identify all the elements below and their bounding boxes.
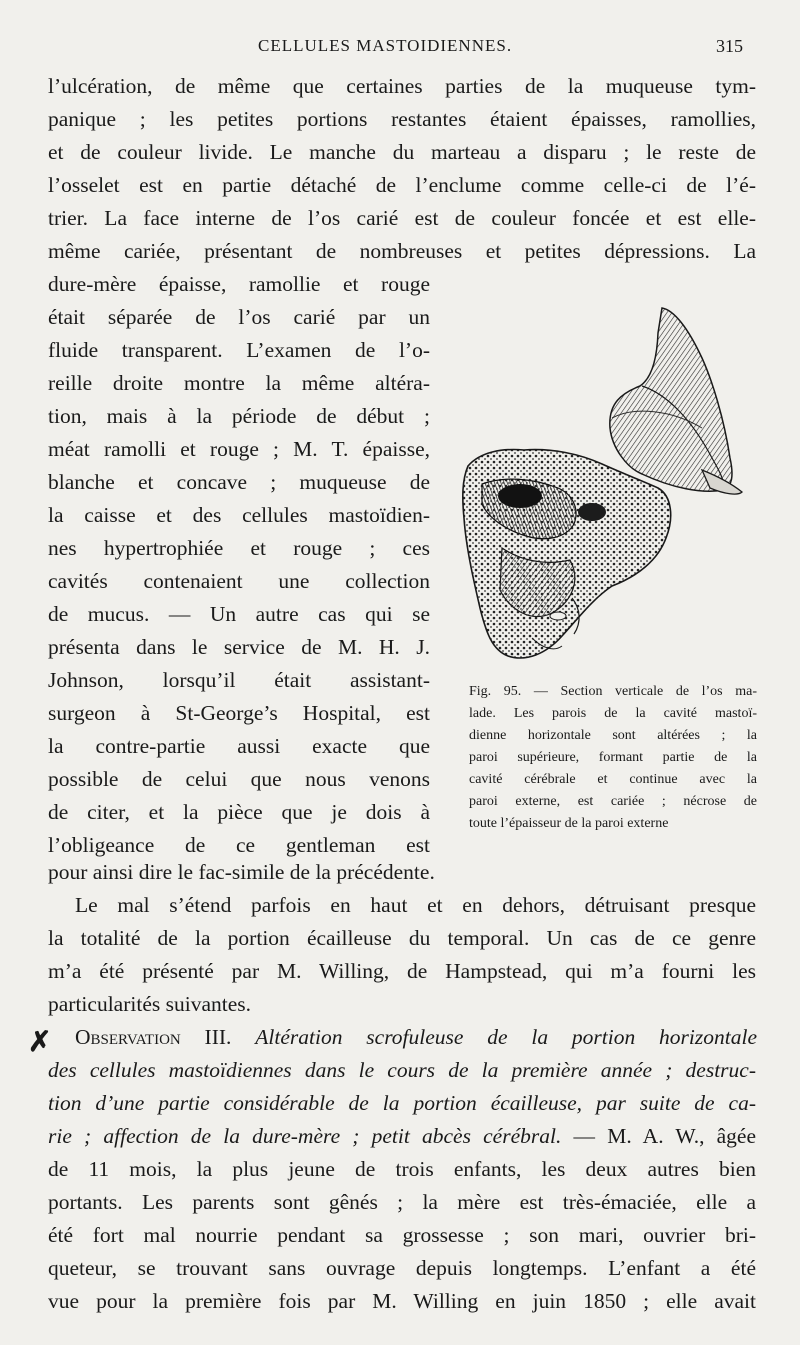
text-line: nes hypertrophiée et rouge ; ces	[48, 536, 430, 560]
text-line: la caisse et des cellules mastoïdien-	[48, 503, 430, 527]
text-line: de citer, et la pièce que je dois à	[48, 800, 430, 824]
figure-caption-line: cavité cérébrale et continue avec la	[469, 772, 757, 787]
observation-title-line: rie ; affection de la dure-mère ; petit abcès cérébral.	[48, 1124, 562, 1148]
text-line: blanche et concave ; muqueuse de	[48, 470, 430, 494]
temporal-bone-figure	[462, 298, 744, 668]
text-line: l’obligeance de ce gentleman est	[48, 833, 430, 857]
text-line: portants. Les parents sont gênés ; la mère est très-émaciée, elle a	[48, 1190, 756, 1214]
text-line: de 11 mois, la plus jeune de trois enfants, les deux autres bien	[48, 1157, 756, 1181]
observation-title-end	[48, 1120, 756, 1152]
observation-title: Altération scrofuleuse de la portion horizontale	[255, 1025, 758, 1049]
text-line: Johnson, lorsqu’il était assistant-	[48, 668, 430, 692]
text-line: possible de celui que nous venons	[48, 767, 430, 791]
figure-caption-line: toute l’épaisseur de la paroi externe	[469, 816, 669, 831]
figure-caption-line: dienne horizontale sont altérées ; la	[469, 728, 757, 743]
figure-caption-line: paroi supérieure, formant partie de la	[469, 750, 757, 765]
text-line: et de couleur livide. Le manche du marteau a disparu ; le reste de	[48, 140, 756, 164]
text-line: particularités suivantes.	[48, 992, 251, 1016]
page-header	[0, 36, 800, 60]
observation-heading	[75, 1021, 757, 1053]
text-line: été fort mal nourrie pendant sa grossesse ; son mari, ouvrier bri-	[48, 1223, 756, 1247]
text-line: Le mal s’étend parfois en haut et en dehors, détruisant presque	[75, 893, 756, 917]
observation-title-line: tion d’une partie considérable de la portion écailleuse, par suite de ca-	[48, 1091, 756, 1115]
figure-caption-line: Fig. 95. — Section verticale de l’os ma-	[469, 684, 757, 699]
text-line: la totalité de la portion écailleuse du temporal. Un cas de ce genre	[48, 926, 756, 950]
text-line: était séparée de l’os carié par un	[48, 305, 430, 329]
text-line: de mucus. — Un autre cas qui se	[48, 602, 430, 626]
text-line: trier. La face interne de l’os carié est de couleur foncée et est elle-	[48, 206, 756, 230]
text-line: tion, mais à la période de début ;	[48, 404, 430, 428]
text-line: queteur, se trouvant sans ouvrage depuis longtemps. L’enfant a été	[48, 1256, 756, 1280]
patient-intro: — M. A. W., âgée	[573, 1124, 756, 1148]
text-line: fluide transparent. L’examen de l’o-	[48, 338, 430, 362]
text-line: présenta dans le service de M. H. J.	[48, 635, 430, 659]
text-line: cavités contenaient une collection	[48, 569, 430, 593]
figure-caption-line: lade. Les parois de la cavité mastoï-	[469, 706, 757, 721]
text-line: m’a été présenté par M. Willing, de Hampstead, qui m’a fourni les	[48, 959, 756, 983]
handwritten-margin-mark: ✗	[28, 1027, 52, 1058]
text-line: même cariée, présentant de nombreuses et petites dépressions. La	[48, 239, 756, 263]
text-line: la contre-partie aussi exacte que	[48, 734, 430, 758]
observation-title-line: des cellules mastoïdiennes dans le cours de la première année ; destruc-	[48, 1058, 756, 1082]
text-line: dure-mère épaisse, ramollie et rouge	[48, 272, 430, 296]
page-number: 315	[716, 36, 743, 56]
running-head: CELLULES MASTOIDIENNES.	[258, 36, 513, 55]
text-line: panique ; les petites portions restantes étaient épaisses, ramollies,	[48, 107, 756, 131]
text-line: reille droite montre la même altéra-	[48, 371, 430, 395]
text-line: méat ramolli et rouge ; M. T. épaisse,	[48, 437, 430, 461]
figure-caption-line: paroi externe, est cariée ; nécrose de	[469, 794, 757, 809]
text-line: l’osselet est en partie détaché de l’enclume comme celle-ci de l’é-	[48, 173, 756, 197]
text-line: vue pour la première fois par M. Willing en juin 1850 ; elle avait	[48, 1289, 756, 1313]
text-line: l’ulcération, de même que certaines parties de la muqueuse tym-	[48, 74, 756, 98]
observation-label: Observation III.	[75, 1025, 232, 1049]
text-line: pour ainsi dire le fac-simile de la précédente.	[48, 860, 435, 884]
text-line: surgeon à St-George’s Hospital, est	[48, 701, 430, 725]
